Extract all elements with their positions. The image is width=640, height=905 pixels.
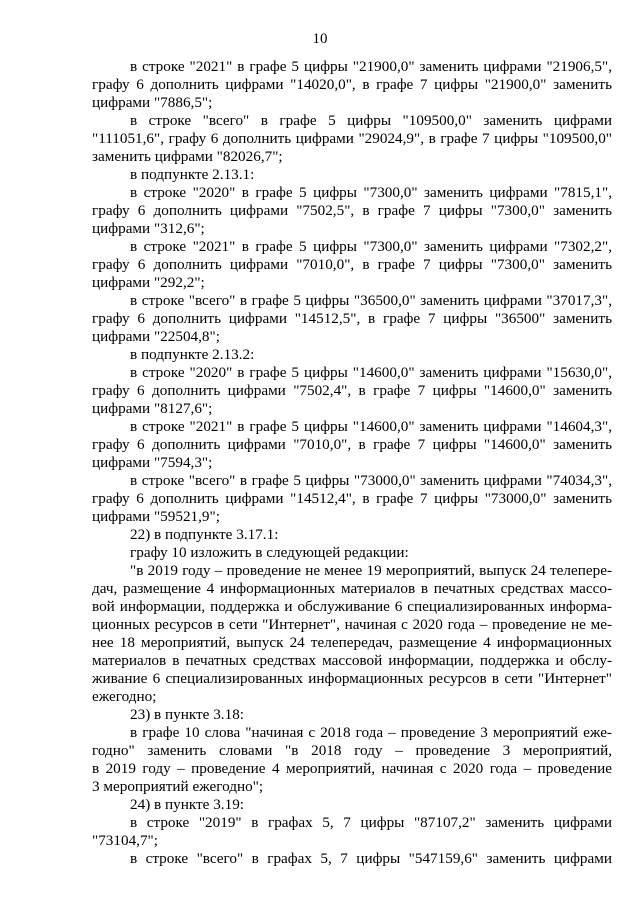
text-line: цифрами "22504,8"; xyxy=(92,328,220,345)
text-line: 24) в пункте 3.19: xyxy=(130,796,245,813)
text-line: графу 6 дополнить цифрами "14512,5", в графе 7 цифры "36500" заменить xyxy=(92,310,612,327)
text-line: ционных ресурсов в сети "Интернет", начиная с 2020 года – проведение не ме- xyxy=(92,616,612,633)
text-line: цифрами "8127,6"; xyxy=(92,400,213,417)
text-line: 23) в пункте 3.18: xyxy=(130,706,245,723)
text-line: в строке "всего" в графе 5 цифры "109500,0" заменить цифрами xyxy=(130,112,612,129)
text-line: дач, размещение 4 информационных материалов в печатных средствах массо- xyxy=(92,580,612,597)
text-line: графу 6 дополнить цифрами "7502,4", в графе 7 цифры "14600,0" заменить xyxy=(92,382,612,399)
document-body xyxy=(92,58,612,868)
text-line: цифрами "292,2"; xyxy=(92,274,205,291)
text-line: заменить цифрами "82026,7"; xyxy=(92,148,283,165)
text-line: вой информации, поддержка и обслуживание 6 специализированных информа- xyxy=(92,598,612,615)
text-line: годно" заменить словами "в 2018 году – проведение 3 мероприятий, xyxy=(92,742,612,759)
text-line: в строке "2021" в графе 5 цифры "14600,0" заменить цифрами "14604,3", xyxy=(130,418,612,435)
text-line: в подпункте 2.13.2: xyxy=(130,346,255,363)
text-line: в строке "2020" в графе 5 цифры "14600,0" заменить цифрами "15630,0", xyxy=(130,364,612,381)
text-line: цифрами "312,6"; xyxy=(92,220,205,237)
text-line: в строке "всего" в графе 5 цифры "36500,0" заменить цифрами "37017,3", xyxy=(130,292,612,309)
text-line: графу 6 дополнить цифрами "14512,4", в графе 7 цифры "73000,0" заменить xyxy=(92,490,612,507)
text-line: "73104,7"; xyxy=(92,832,158,849)
text-line: цифрами "59521,9"; xyxy=(92,508,220,525)
text-line: графу 6 дополнить цифрами "7010,0", в графе 7 цифры "14600,0" заменить xyxy=(92,436,612,453)
page-number: 10 xyxy=(312,31,328,47)
text-line: 22) в подпункте 3.17.1: xyxy=(130,526,279,543)
text-line: в строке "2021" в графе 5 цифры "7300,0" заменить цифрами "7302,2", xyxy=(130,238,612,255)
text-line: материалов в печатных средствах массовой информации, поддержка и обслу- xyxy=(92,652,612,669)
text-line: в графе 10 слова "начиная с 2018 года – проведение 3 мероприятий еже- xyxy=(130,724,612,741)
text-line: ежегодно; xyxy=(92,688,157,705)
text-line: графу 6 дополнить цифрами "14020,0", в графе 7 цифры "21900,0" заменить xyxy=(92,76,612,93)
text-line: 3 мероприятий ежегодно"; xyxy=(92,778,264,795)
text-line: графу 6 дополнить цифрами "7010,0", в графе 7 цифры "7300,0" заменить xyxy=(92,256,612,273)
text-line: графу 10 изложить в следующей редакции: xyxy=(130,544,409,561)
text-line: живание 6 специализированных информационных ресурсов в сети "Интернет" xyxy=(92,670,612,687)
text-line: в строке "всего" в графе 5 цифры "73000,0" заменить цифрами "74034,3", xyxy=(130,472,612,489)
text-line: "в 2019 году – проведение не менее 19 мероприятий, выпуск 24 телепере- xyxy=(130,562,612,579)
text-line: нее 18 мероприятий, выпуск 24 телепередач, размещение 4 информационных xyxy=(92,634,612,651)
text-line: в строке "2021" в графе 5 цифры "21900,0" заменить цифрами "21906,5", xyxy=(130,58,612,75)
text-line: в строке "2020" в графе 5 цифры "7300,0" заменить цифрами "7815,1", xyxy=(130,184,612,201)
text-line: цифрами "7886,5"; xyxy=(92,94,213,111)
text-line: графу 6 дополнить цифрами "7502,5", в графе 7 цифры "7300,0" заменить xyxy=(92,202,612,219)
text-line: "111051,6", графу 6 дополнить цифрами "29024,9", в графе 7 цифры "109500,0" xyxy=(92,130,612,147)
text-line: в подпункте 2.13.1: xyxy=(130,166,255,183)
text-line: в строке "всего" в графах 5, 7 цифры "547159,6" заменить цифрами xyxy=(130,850,612,867)
text-line: цифрами "7594,3"; xyxy=(92,454,213,471)
text-line: в строке "2019" в графах 5, 7 цифры "87107,2" заменить цифрами xyxy=(130,814,612,831)
text-line: в 2019 году – проведение 4 мероприятий, начиная с 2020 года – проведение xyxy=(92,760,612,777)
